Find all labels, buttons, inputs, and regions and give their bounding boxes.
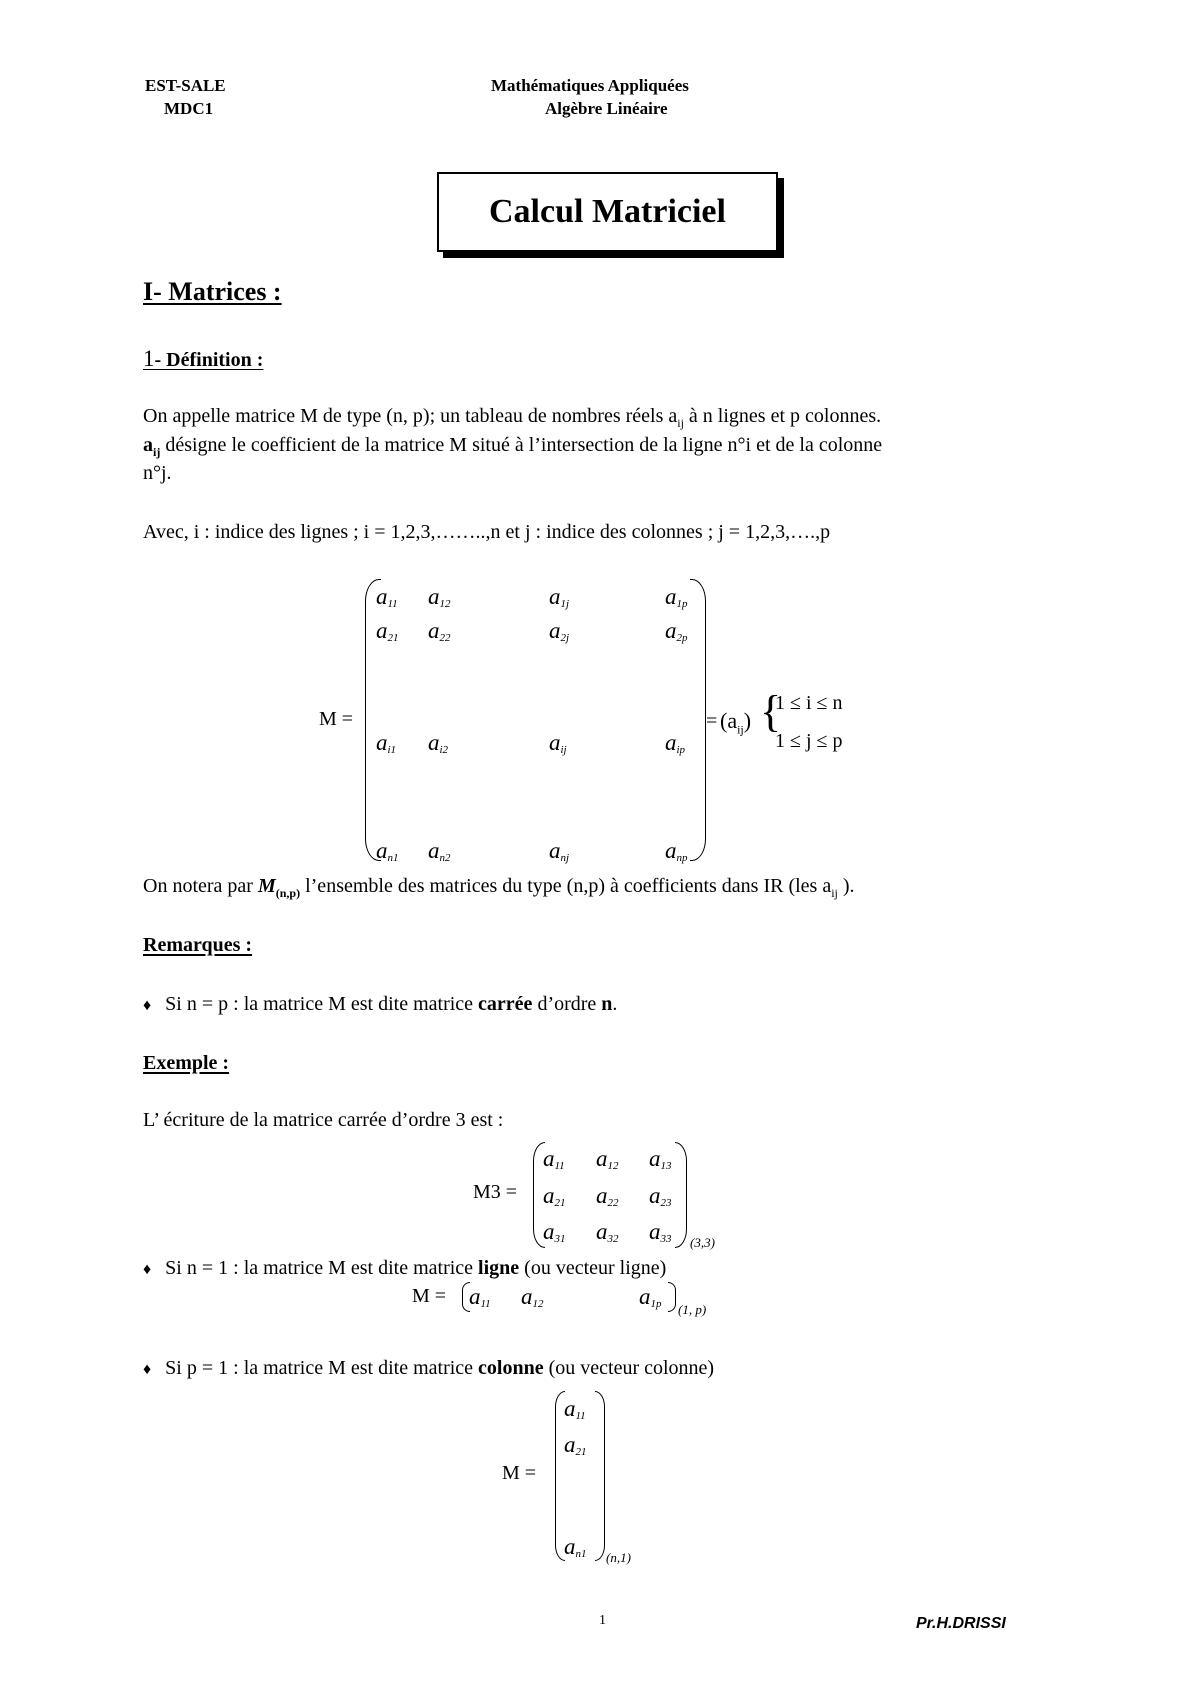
matrix-entry: $a_{np}$ [665,838,688,864]
header-subject: Mathématiques Appliquées [491,76,689,95]
matrix-label: M3 = [473,1181,518,1203]
matrix-entry: $a_{12}$ [521,1284,544,1310]
matrix-entry: $a_{1p}$ [665,584,688,610]
right-parenthesis [690,579,706,861]
aij-notation: $(a_{ij})$ [720,708,752,737]
matrix-entry: $a_{12}$ [596,1146,619,1172]
definition-line-3: n°j. [143,462,172,484]
matrix-entry: $a_{i2}$ [428,730,449,756]
matrix-label: M = [502,1462,537,1484]
document-title: Calcul Matriciel [437,172,778,252]
subsection-heading [143,346,263,372]
matrix-entry: $a_{22}$ [428,618,451,644]
matrix-entry: $a_{22}$ [596,1183,619,1209]
subsection-number: 1 [143,346,155,371]
condition-i: 1 ≤ i ≤ n [775,692,843,714]
matrix-entry: $a_{13}$ [649,1146,672,1172]
remark-column-matrix: ♦ Si p = 1 : la matrice M est dite matrice colonne (ou vecteur colonne) [143,1357,715,1379]
matrix-entry: $a_{21}$ [543,1183,566,1209]
matrix-entry: $a_{1j}$ [549,584,570,610]
right-parenthesis [668,1282,676,1312]
matrix-entry: $a_{1p}$ [639,1284,662,1310]
matrix-entry: $a_{23}$ [649,1183,672,1209]
author-name: Pr.H.DRISSI [916,1615,1006,1632]
matrix-type: (3,3) [690,1235,715,1250]
section-heading: I- Matrices : [143,277,282,306]
matrix-entry: $a_{21}$ [376,618,399,644]
matrix-entry: $a_{11}$ [469,1284,491,1310]
header-module: MDC1 [164,99,214,118]
remark-row-matrix: ♦ Si n = 1 : la matrice M est dite matrice ligne (ou vecteur ligne) [143,1257,667,1279]
matrix-entry: $a_{n1}$ [376,838,399,864]
matrix-entry: $a_{ip}$ [665,730,686,756]
matrix-type: (n,1) [606,1550,631,1565]
matrix-label: M = [412,1285,447,1307]
matrix-entry: $a_{11}$ [564,1396,586,1422]
subsection-title: - Définition : [154,349,264,371]
example-heading: Exemple : [143,1052,230,1074]
matrix-entry: $a_{12}$ [428,584,451,610]
matrix-entry: $a_{33}$ [649,1219,672,1245]
matrix-entry: $a_{21}$ [564,1432,587,1458]
equals-sign: = [706,710,718,732]
page-number: 1 [599,1613,606,1628]
bullet-icon: ♦ [143,1261,152,1278]
bullet-icon: ♦ [143,1361,152,1378]
matrix-entry: $a_{i1}$ [376,730,397,756]
matrix-label: M = [319,708,354,730]
condition-j: 1 ≤ j ≤ p [775,730,843,752]
matrix-entry: $a_{2p}$ [665,618,688,644]
matrix-type: (1, p) [678,1302,707,1317]
matrix-entry: $a_{ij}$ [549,730,567,756]
definition-line-2: $a_{ij}$ désigne le coefficient de la matrice M situé à l’intersection de la ligne n°i et de la colonne [143,434,883,459]
matrix-entry: $a_{32}$ [596,1219,619,1245]
right-parenthesis [675,1142,687,1248]
matrix-entry: $a_{2j}$ [549,618,570,644]
indices-description: Avec, i : indice des lignes ; i = 1,2,3,……..,n et j : indice des colonnes ; j = 1,2,3,….,p [143,521,831,543]
header-chapter: Algèbre Linéaire [545,99,668,118]
matrix-entry: $a_{11}$ [543,1146,565,1172]
definition-line-1: On appelle matrice M de type (n, p); un tableau de nombres réels $a_{ij}$ à n lignes et p colonnes. [143,405,882,430]
matrix-entry: $a_{31}$ [543,1219,566,1245]
remark-square-matrix: ♦ Si n = p : la matrice M est dite matrice carrée d’ordre n. [143,993,618,1015]
example-text: L’ écriture de la matrice carrée d’ordre 3 est : [143,1109,504,1131]
notation-line: On notera par $M_{(n,p)}$ l’ensemble des matrices du type (n,p) à coefficients dans IR (les $a_{ij}$ ). [143,875,855,900]
right-parenthesis [595,1391,605,1561]
bullet-icon: ♦ [143,997,152,1014]
matrix-entry: $a_{n2}$ [428,838,451,864]
conditions-brace: { [760,687,782,736]
matrix-entry: $a_{11}$ [376,584,398,610]
matrix-entry: $a_{nj}$ [549,838,570,864]
remarks-heading: Remarques : [143,934,253,956]
matrix-entry: $a_{n1}$ [564,1534,587,1560]
header-school: EST-SALE [145,76,226,95]
